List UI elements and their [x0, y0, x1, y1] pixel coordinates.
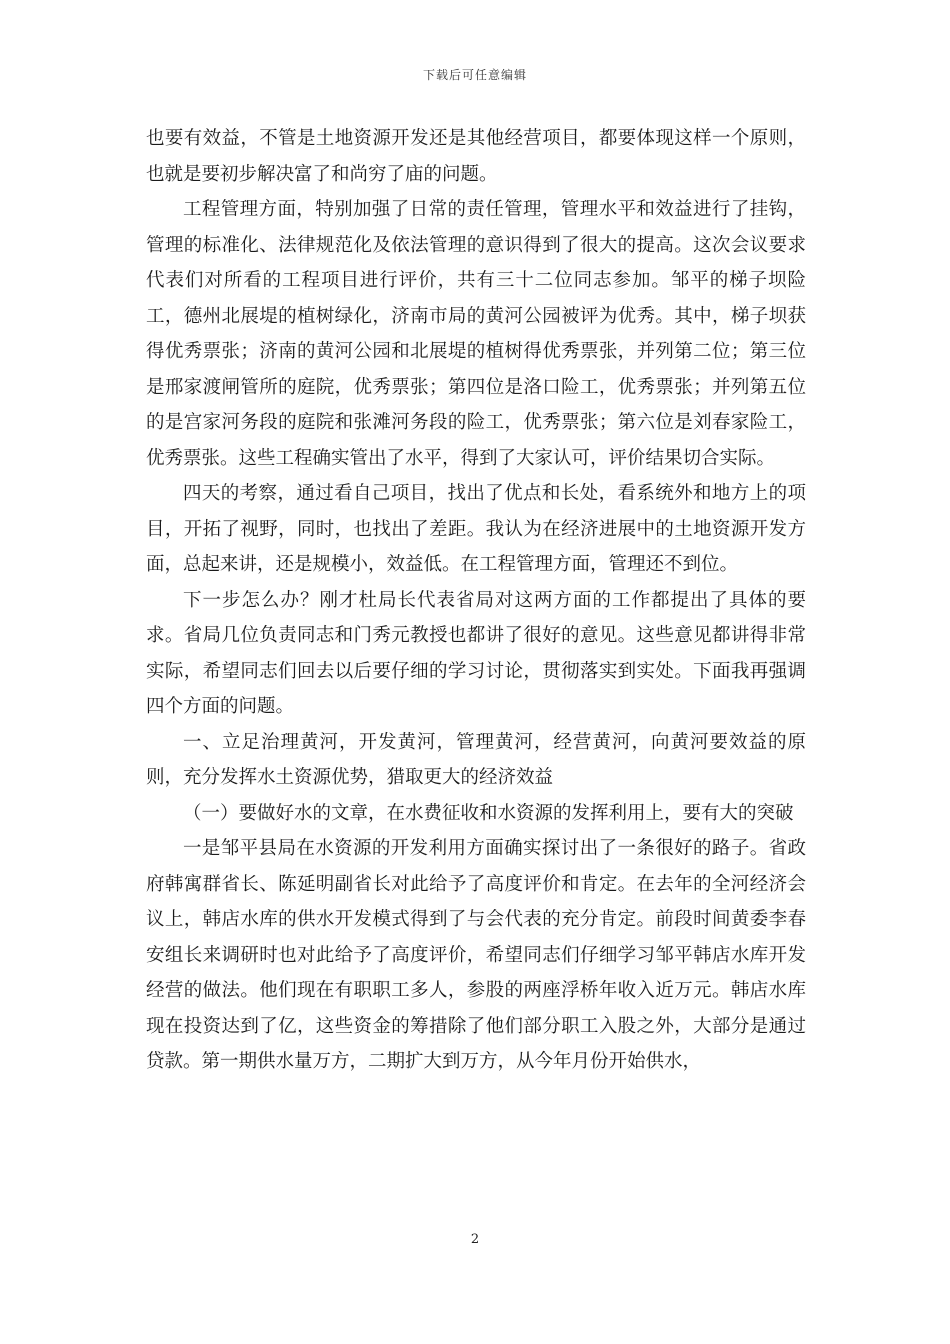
document-body [146, 121, 806, 1080]
paragraph-3: 四天的考察，通过看自己项目，找出了优点和长处，看系统外和地方上的项目，开拓了视野，同时，也找出了差距。我认为在经济进展中的土地资源开发方面，总起来讲，还是规模小，效益低。在工程管理方面，管理还不到位。 [146, 483, 806, 575]
paragraph-1: 也要有效益，不管是土地资源开发还是其他经营项目，都要体现这样一个原则，也就是要初步解决富了和尚穷了庙的问题。 [146, 128, 806, 185]
paragraph-4: 下一步怎么办？刚才杜局长代表省局对这两方面的工作都提出了具体的要求。省局几位负责同志和门秀元教授也都讲了很好的意见。这些意见都讲得非常实际，希望同志们回去以后要仔细的学习讨论，贯彻落实到实处。下面我再强调四个方面的问题。 [146, 589, 806, 717]
page-number: 2 [470, 1232, 480, 1247]
section-heading-1: 一、立足治理黄河，开发黄河，管理黄河，经营黄河，向黄河要效益的原则，充分发挥水土资源优势，猎取更大的经济效益 [146, 731, 806, 788]
paragraph-5: 一是邹平县局在水资源的开发利用方面确实探讨出了一条很好的路子。省政府韩寓群省长、陈延明副省长对此给予了高度评价和肯定。在去年的全河经济会议上，韩店水库的供水开发模式得到了与会代表的充分肯定。前段时间黄委李春安组长来调研时也对此给予了高度评价，希望同志们仔细学习邹平韩店水库开发经营的做法。他们现在有职职工多人，参股的两座浮桥年收入近万元。韩店水库现在投资达到了亿，这些资金的筹措除了他们部分职工入股之外，大部分是通过贷款。第一期供水量万方，二期扩大到万方，从今年月份开始供水， [146, 838, 806, 1072]
page-header: 下载后可任意编辑 [422, 68, 527, 82]
subsection-heading-1: （一）要做好水的文章，在水费征收和水资源的发挥利用上，要有大的突破 [183, 802, 794, 824]
paragraph-2: 工程管理方面，特别加强了日常的责任管理，管理水平和效益进行了挂钩，管理的标准化、法律规范化及依法管理的意识得到了很大的提高。这次会议要求代表们对所看的工程项目进行评价，共有三十二位同志参加。邹平的梯子坝险工，德州北展堤的植树绿化，济南市局的黄河公园被评为优秀。其中，梯子坝获得优秀票张；济南的黄河公园和北展堤的植树得优秀票张，并列第二位；第三位是邢家渡闸管所的庭院，优秀票张；第四位是洛口险工，优秀票张；并列第五位的是宫家河务段的庭院和张滩河务段的险工，优秀票张；第六位是刘春家险工，优秀票张。这些工程确实管出了水平，得到了大家认可，评价结果切合实际。 [146, 199, 806, 469]
